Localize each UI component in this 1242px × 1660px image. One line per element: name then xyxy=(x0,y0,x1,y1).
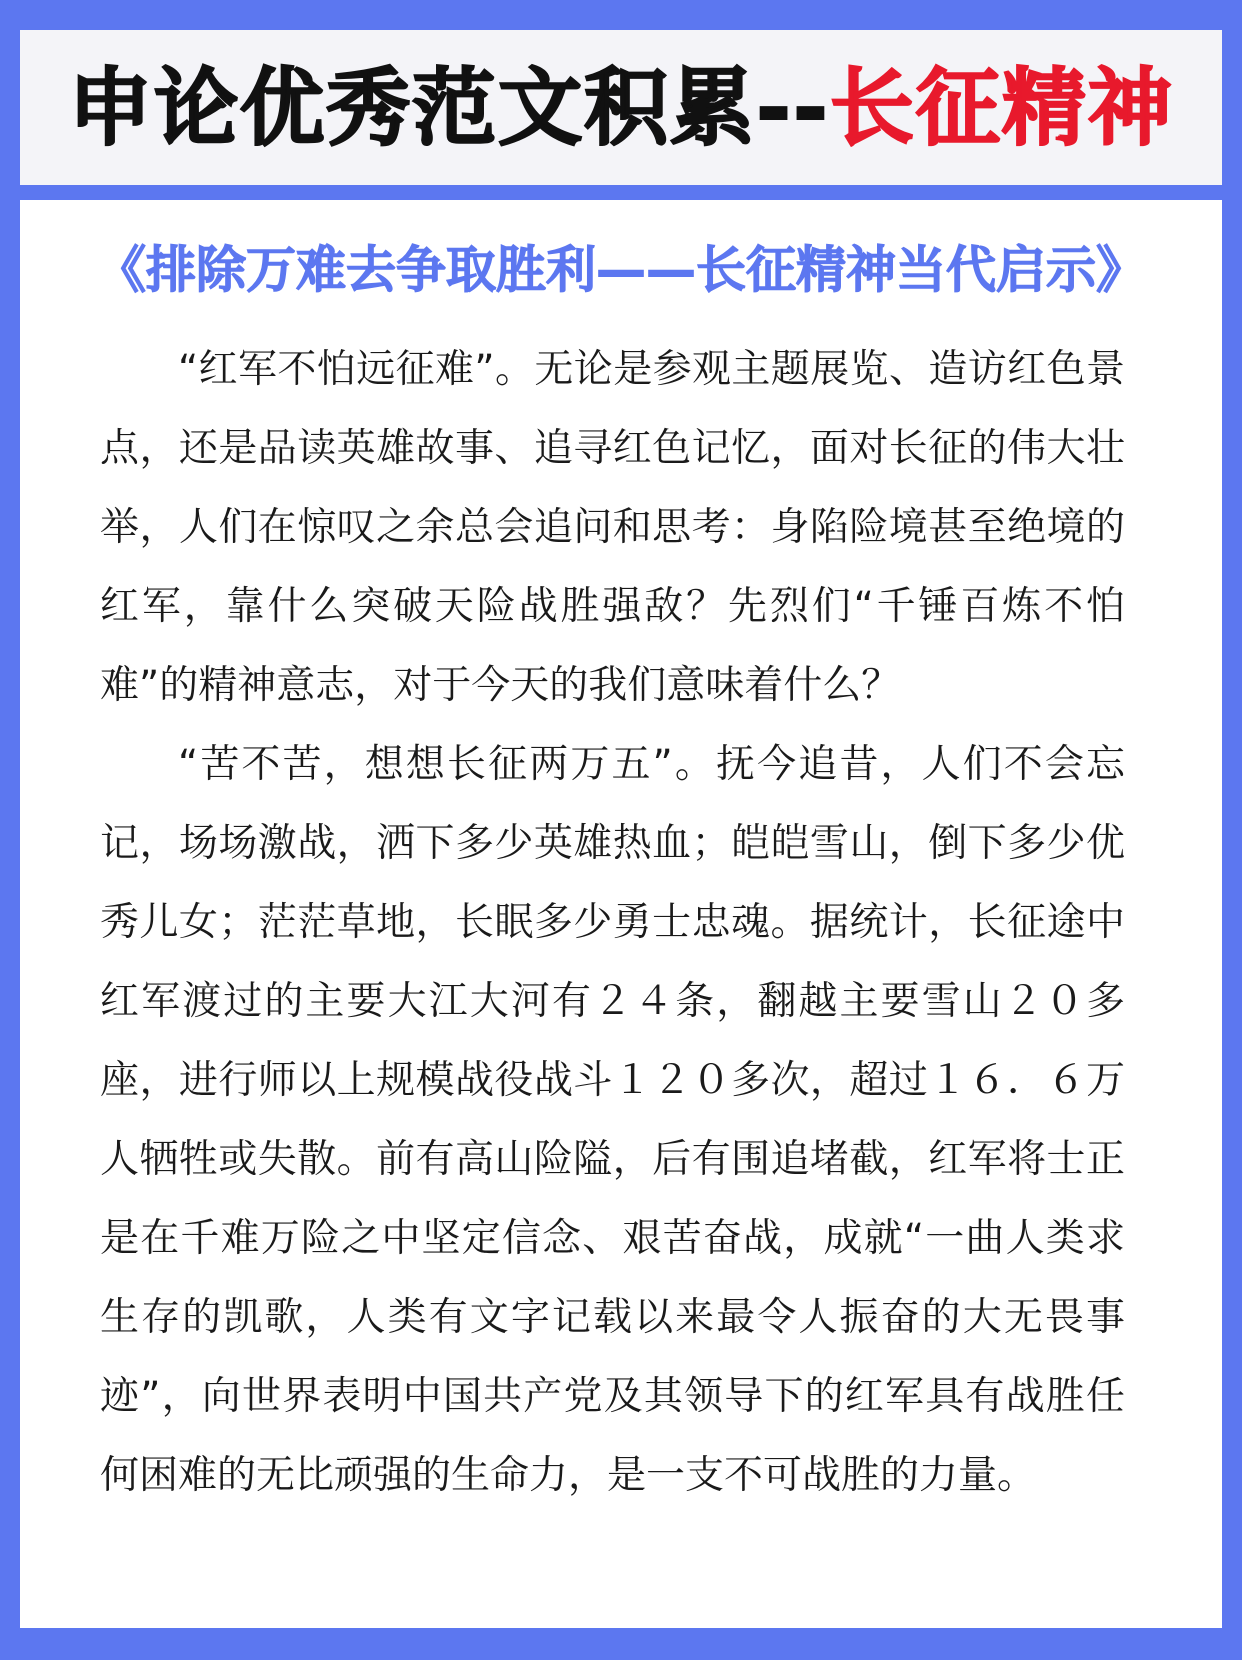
article-card xyxy=(20,200,1222,1628)
article-subtitle: 《排除万难去争取胜利——长征精神当代启示》 xyxy=(96,241,1146,299)
header-banner xyxy=(20,30,1222,185)
article-paragraph: “苦不苦，想想长征两万五”。抚今追昔，人们不会忘记，场场激战，洒下多少英雄热血；皑皑雪山，倒下多少优秀儿女；茫茫草地，长眠多少勇士忠魂。据统计，长征途中红军渡过的主要大江大河有２４条，翻越主要雪山２０多座，进行师以上规模战役战斗１２０多次，超过１６．６万人牺牲或失散。前有高山险隘，后有围追堵截，红军将士正是在千难万险之中坚定信念、艰苦奋战，成就“一曲人类求生存的凯歌，人类有文字记载以来最令人振奋的大无畏事迹”，向世界表明中国共产党及其领导下的红军具有战胜任何困难的无比顽强的生命力，是一支不可战胜的力量。 xyxy=(100,742,1125,1498)
page-title-main: 申论优秀范文积累-- xyxy=(68,58,830,157)
article-paragraph: “红军不怕远征难”。无论是参观主题展览、造访红色景点，还是品读英雄故事、追寻红色记忆，面对长征的伟大壮举，人们在惊叹之余总会追问和思考：身陷险境甚至绝境的红军，靠什么突破天险战胜强敌？先烈们“千锤百炼不怕难”的精神意志，对于今天的我们意味着什么？ xyxy=(100,347,1125,708)
page-title-accent: 长征精神 xyxy=(829,58,1174,157)
page-title xyxy=(68,58,1174,157)
article-body xyxy=(100,330,1125,1515)
